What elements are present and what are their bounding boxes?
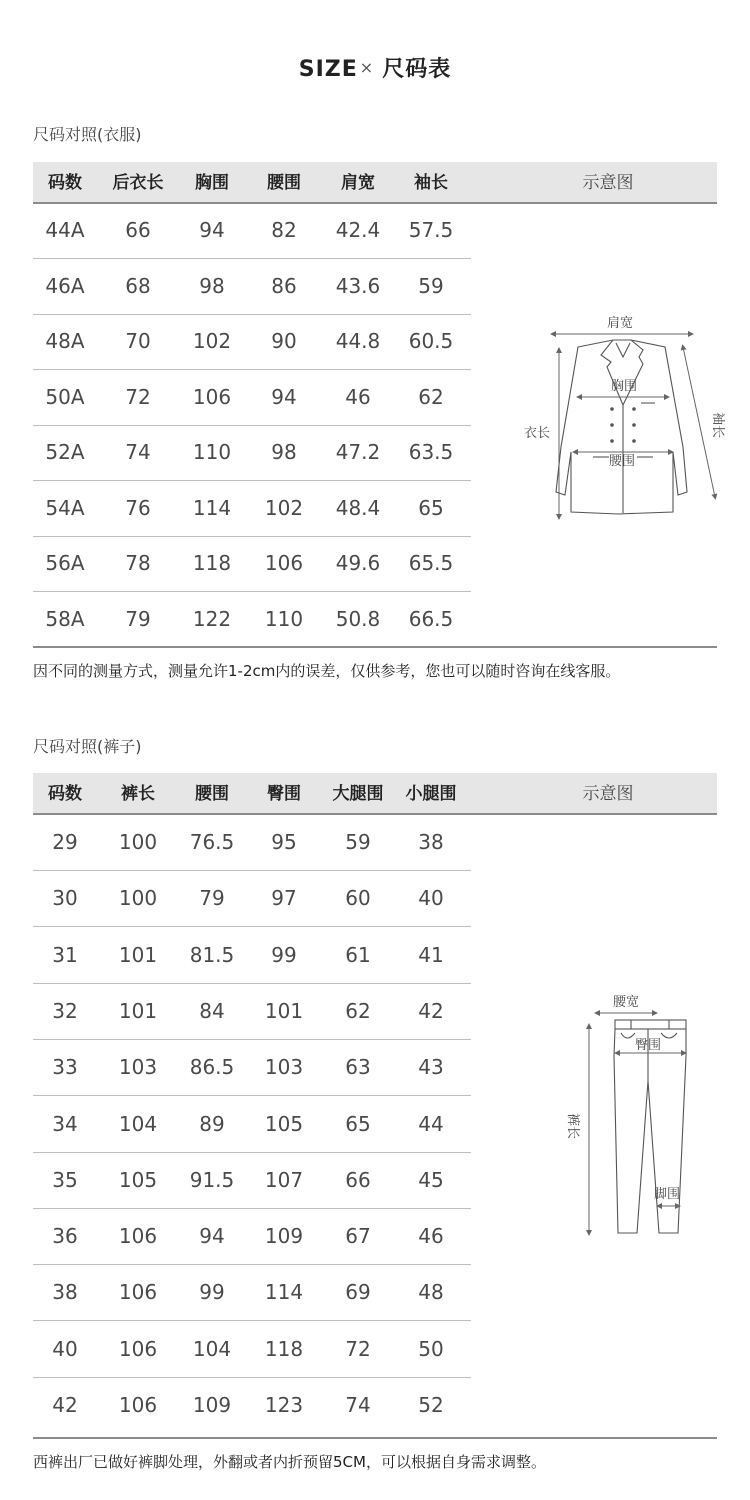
pants-cell-size: 42 xyxy=(52,1393,78,1417)
jacket-diagram-label-chest: 胸围 xyxy=(611,379,638,394)
pants-diagram-label-hip: 臀围 xyxy=(635,1038,662,1053)
pants-cell-c5: 40 xyxy=(418,886,444,911)
pants-table-row xyxy=(33,1377,471,1433)
pants-cell-c4: 62 xyxy=(345,998,371,1023)
jacket-cell-c1: 72 xyxy=(125,384,151,409)
jacket-cell-c5: 65.5 xyxy=(408,551,454,575)
pants-cell-c5: 44 xyxy=(418,1111,444,1136)
jacket-cell-c5: 57.5 xyxy=(408,218,454,242)
jacket-cell-c1: 79 xyxy=(125,606,151,631)
jacket-subtitle: 尺码对照(衣服) xyxy=(33,125,142,144)
pants-cell-c5: 42 xyxy=(418,998,444,1023)
pants-cell-c1: 104 xyxy=(118,1111,158,1136)
pants-cell-c4: 65 xyxy=(345,1111,371,1136)
jacket-cell-c1: 66 xyxy=(125,218,151,242)
pants-cell-size: 31 xyxy=(52,942,78,967)
pants-cell-size: 35 xyxy=(52,1167,78,1192)
jacket-cell-c5: 66.5 xyxy=(408,606,454,631)
jacket-cell-c5: 62 xyxy=(418,384,444,409)
jacket-cell-c3: 90 xyxy=(271,329,297,353)
pants-diagram-label-waist: 腰宽 xyxy=(613,995,640,1010)
pants-table-row xyxy=(33,1321,471,1378)
jacket-cell-c3: 94 xyxy=(271,384,297,409)
pants-cell-c5: 46 xyxy=(418,1224,444,1249)
jacket-outline xyxy=(556,340,687,514)
pants-cell-c1: 100 xyxy=(118,886,158,911)
pants-table-row xyxy=(33,983,471,1040)
jacket-cell-c2: 110 xyxy=(192,440,232,464)
pants-cell-c3: 97 xyxy=(271,886,297,911)
jacket-header-sleeve: 袖长 xyxy=(414,173,448,193)
jacket-table-row xyxy=(33,259,471,315)
jacket-header-waist: 腰围 xyxy=(267,173,301,193)
jacket-cell-c2: 98 xyxy=(199,273,225,298)
jacket-cell-c4: 46 xyxy=(345,384,371,409)
jacket-cell-size: 56A xyxy=(45,551,85,575)
jacket-cell-c2: 102 xyxy=(192,329,232,353)
pants-cell-c2: 99 xyxy=(199,1280,225,1305)
pants-cell-c3: 114 xyxy=(264,1280,304,1305)
jacket-diagram xyxy=(483,307,725,527)
pants-cell-c1: 106 xyxy=(118,1393,158,1417)
jacket-table-row xyxy=(33,481,471,537)
jacket-table-row xyxy=(33,536,471,592)
pants-table-row xyxy=(33,870,471,927)
pants-cell-c5: 41 xyxy=(418,942,444,967)
pants-cell-c1: 101 xyxy=(118,998,158,1023)
pants-cell-c4: 60 xyxy=(345,886,371,911)
pants-header-diagram: 示意图 xyxy=(582,784,634,804)
pants-cell-c4: 74 xyxy=(345,1393,371,1417)
jacket-table-header xyxy=(33,162,717,204)
pants-cell-size: 29 xyxy=(52,830,78,854)
pants-cell-c1: 106 xyxy=(118,1280,158,1305)
jacket-table-row xyxy=(33,592,471,647)
pants-cell-c4: 72 xyxy=(345,1336,371,1361)
pants-diagram-label-hem: 脚围 xyxy=(654,1187,681,1202)
pants-cell-c5: 38 xyxy=(418,830,444,854)
jacket-cell-c1: 76 xyxy=(125,495,151,520)
jacket-cell-c4: 43.6 xyxy=(335,273,381,298)
pants-table-row xyxy=(33,927,471,984)
pants-cell-c5: 50 xyxy=(418,1336,444,1361)
jacket-cell-c3: 110 xyxy=(264,606,304,631)
jacket-cell-size: 50A xyxy=(45,384,85,409)
pants-cell-c3: 123 xyxy=(264,1393,304,1417)
jacket-cell-c2: 118 xyxy=(192,551,232,575)
jacket-cell-c4: 47.2 xyxy=(335,440,381,464)
pants-table-row xyxy=(33,814,471,871)
pants-cell-c5: 43 xyxy=(418,1055,444,1080)
jacket-cell-c5: 59 xyxy=(418,273,444,298)
jacket-table-row xyxy=(33,425,471,481)
pants-cell-c1: 106 xyxy=(118,1224,158,1249)
jacket-cell-size: 46A xyxy=(45,273,85,298)
jacket-header-shoulder: 肩宽 xyxy=(341,173,375,193)
pants-cell-c2: 91.5 xyxy=(189,1167,235,1192)
jacket-diagram-label-sleeve: 袖长 xyxy=(710,412,725,439)
pants-table-row xyxy=(33,1152,471,1209)
jacket-header-diagram: 示意图 xyxy=(582,173,634,193)
jacket-cell-size: 54A xyxy=(45,495,85,520)
jacket-table-bottom-rule xyxy=(33,646,717,648)
jacket-note: 因不同的测量方式，测量允许1-2cm内的误差，仅供参考，您也可以随时咨询在线客服。 xyxy=(33,662,621,680)
jacket-cell-c2: 122 xyxy=(192,606,232,631)
pants-cell-c1: 105 xyxy=(118,1167,158,1192)
jacket-size-table xyxy=(33,162,725,648)
jacket-table-row xyxy=(33,314,471,370)
jacket-diagram-label-length: 衣长 xyxy=(524,426,551,441)
jacket-header-back-length: 后衣长 xyxy=(112,173,164,193)
pants-cell-c4: 61 xyxy=(345,942,371,967)
pants-cell-c2: 76.5 xyxy=(189,830,235,854)
pants-cell-c2: 104 xyxy=(192,1336,232,1361)
title-separator: × xyxy=(359,58,375,77)
pants-cell-c5: 52 xyxy=(418,1393,444,1417)
jacket-cell-c3: 102 xyxy=(264,495,304,520)
pants-table-header xyxy=(33,773,717,815)
pants-cell-c4: 66 xyxy=(345,1167,371,1192)
pants-table-row xyxy=(33,1039,471,1096)
pants-subtitle: 尺码对照(裤子) xyxy=(33,737,142,756)
jacket-cell-c4: 50.8 xyxy=(335,606,381,631)
jacket-cell-c5: 65 xyxy=(418,495,444,520)
pants-cell-c2: 89 xyxy=(199,1111,225,1136)
pants-diagram xyxy=(531,991,701,1241)
pants-cell-c2: 81.5 xyxy=(189,942,235,967)
jacket-cell-c4: 49.6 xyxy=(335,551,381,575)
pants-cell-c2: 109 xyxy=(192,1393,232,1417)
jacket-cell-c3: 106 xyxy=(264,551,304,575)
pants-diagram-label-length: 裤长 xyxy=(565,1113,580,1140)
pants-cell-c2: 84 xyxy=(199,998,225,1023)
pants-size-table xyxy=(33,773,717,1439)
pants-cell-c4: 69 xyxy=(345,1280,371,1305)
jacket-cell-size: 44A xyxy=(45,218,85,242)
pants-cell-size: 34 xyxy=(52,1111,78,1136)
pants-cell-size: 30 xyxy=(52,886,78,911)
jacket-table-row xyxy=(33,203,471,259)
pants-cell-c4: 63 xyxy=(345,1055,371,1080)
jacket-cell-c5: 60.5 xyxy=(408,329,454,353)
jacket-cell-c1: 70 xyxy=(125,329,151,353)
jacket-cell-c2: 94 xyxy=(199,218,225,242)
jacket-cell-c3: 86 xyxy=(271,273,297,298)
pants-cell-c1: 106 xyxy=(118,1336,158,1361)
jacket-cell-size: 48A xyxy=(45,329,85,353)
jacket-cell-c1: 74 xyxy=(125,440,151,464)
jacket-cell-c3: 82 xyxy=(271,218,297,242)
jacket-table-row xyxy=(33,370,471,426)
title-cn: 尺码表 xyxy=(382,57,452,82)
pants-cell-c1: 101 xyxy=(118,942,158,967)
pants-cell-c3: 105 xyxy=(264,1111,304,1136)
pants-cell-c3: 118 xyxy=(264,1336,304,1361)
pants-cell-c5: 48 xyxy=(418,1280,444,1305)
pants-cell-c4: 59 xyxy=(345,830,371,854)
pants-cell-size: 32 xyxy=(52,998,78,1023)
jacket-diagram-label-waist: 腰围 xyxy=(609,454,636,469)
pants-table-row xyxy=(33,1208,471,1265)
jacket-header-chest: 胸围 xyxy=(195,173,229,193)
jacket-header-size: 码数 xyxy=(48,173,82,193)
pants-cell-size: 38 xyxy=(52,1280,78,1305)
pants-cell-size: 36 xyxy=(52,1224,78,1249)
pants-cell-c2: 86.5 xyxy=(189,1055,235,1080)
page-title xyxy=(0,52,750,83)
pants-cell-c3: 103 xyxy=(264,1055,304,1080)
jacket-cell-c5: 63.5 xyxy=(408,440,454,464)
pants-cell-c2: 79 xyxy=(199,886,225,911)
pants-header-length: 裤长 xyxy=(121,784,155,804)
jacket-cell-c1: 78 xyxy=(125,551,151,575)
pants-cell-size: 40 xyxy=(52,1336,78,1361)
pants-header-size: 码数 xyxy=(48,784,82,804)
jacket-cell-c4: 48.4 xyxy=(335,495,381,520)
pants-cell-c4: 67 xyxy=(345,1224,371,1249)
jacket-cell-c2: 114 xyxy=(192,495,232,520)
jacket-cell-size: 58A xyxy=(45,606,85,631)
pants-header-hip: 臀围 xyxy=(267,784,301,804)
pants-cell-c3: 107 xyxy=(264,1167,304,1192)
title-size: SIZE xyxy=(298,57,358,82)
pants-cell-c5: 45 xyxy=(418,1167,444,1192)
pants-cell-size: 33 xyxy=(52,1055,78,1080)
pants-cell-c2: 94 xyxy=(199,1224,225,1249)
jacket-cell-c2: 106 xyxy=(192,384,232,409)
jacket-cell-size: 52A xyxy=(45,440,85,464)
pants-header-calf: 小腿围 xyxy=(405,784,457,804)
jacket-diagram-label-shoulder: 肩宽 xyxy=(607,316,634,331)
pants-cell-c1: 103 xyxy=(118,1055,158,1080)
jacket-cell-c1: 68 xyxy=(125,273,151,298)
pants-cell-c3: 109 xyxy=(264,1224,304,1249)
jacket-cell-c3: 98 xyxy=(271,440,297,464)
pants-cell-c3: 95 xyxy=(271,830,297,854)
pants-cell-c3: 101 xyxy=(264,998,304,1023)
pants-header-waist: 腰围 xyxy=(195,784,229,804)
pants-cell-c3: 99 xyxy=(271,942,297,967)
pants-table-row xyxy=(33,1096,471,1153)
jacket-cell-c4: 44.8 xyxy=(335,329,381,353)
pants-note: 西裤出厂已做好裤脚处理，外翻或者内折预留5CM，可以根据自身需求调整。 xyxy=(33,1453,546,1471)
pants-cell-c1: 100 xyxy=(118,830,158,854)
pants-table-bottom-rule xyxy=(33,1437,717,1439)
jacket-cell-c4: 42.4 xyxy=(335,218,381,242)
pants-header-thigh: 大腿围 xyxy=(332,784,384,804)
pants-table-row xyxy=(33,1264,471,1321)
